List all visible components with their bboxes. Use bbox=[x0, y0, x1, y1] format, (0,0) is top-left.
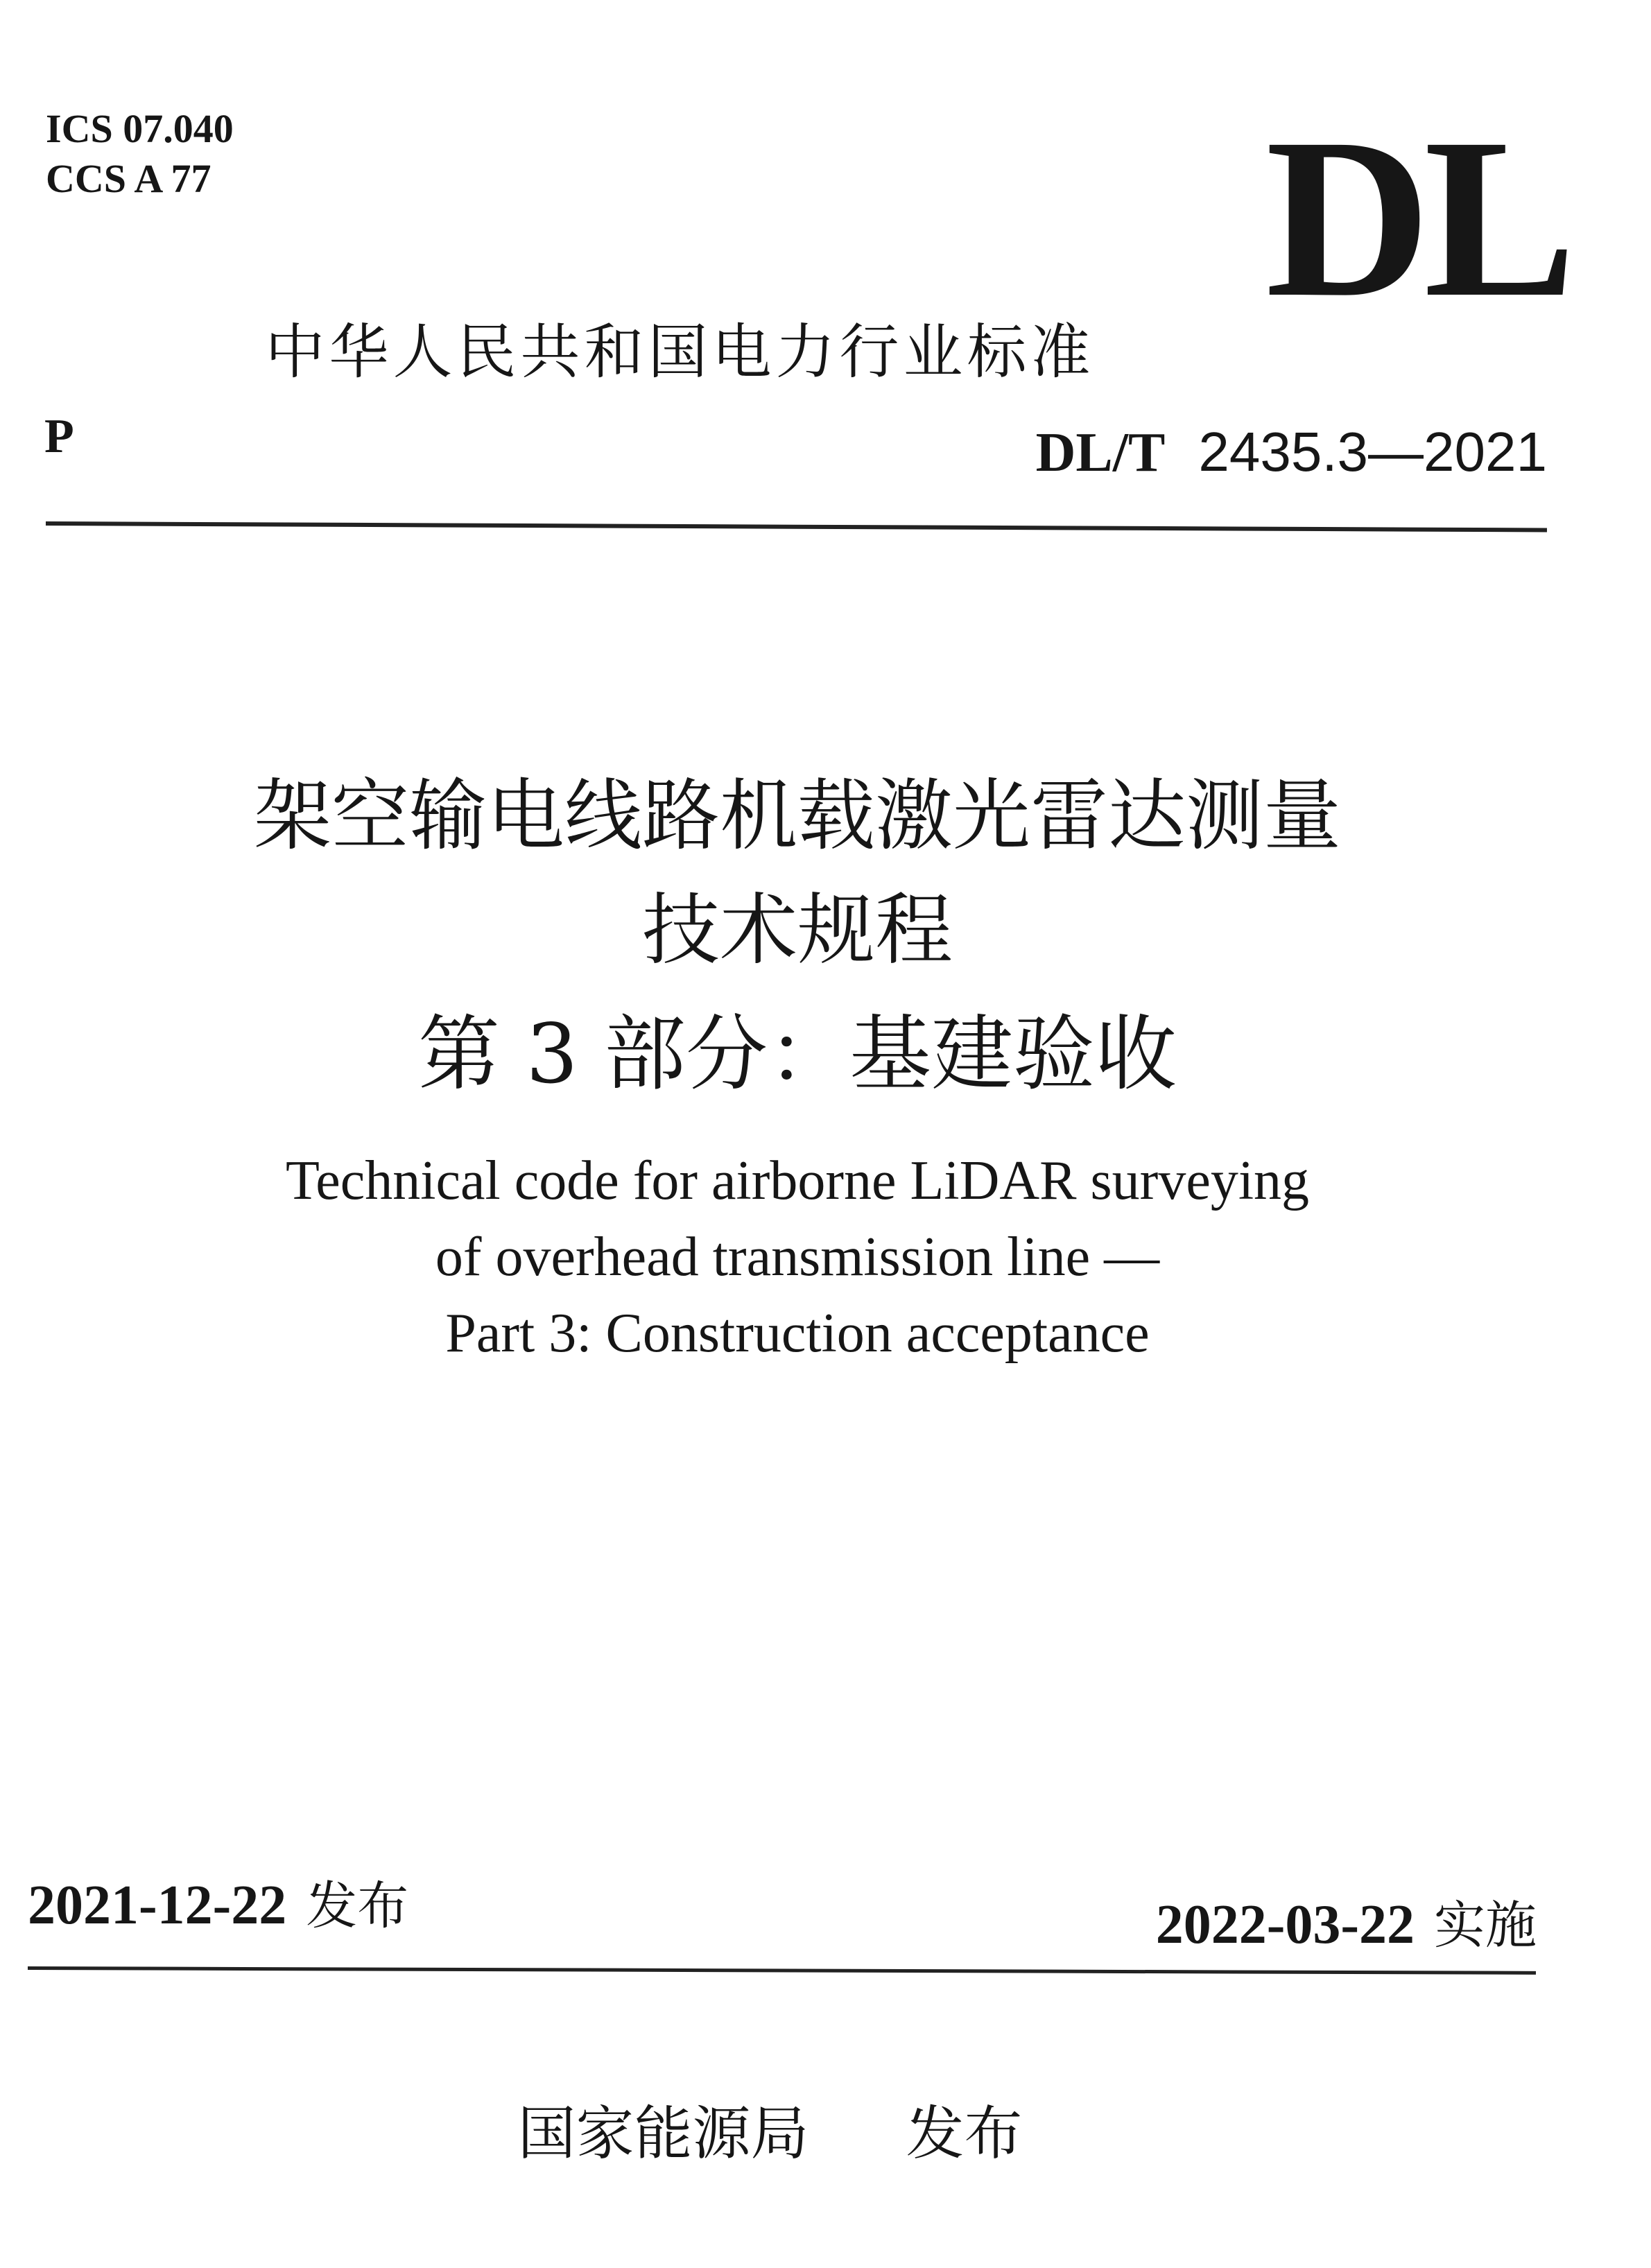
ics-code: ICS 07.040 bbox=[46, 106, 234, 151]
title-cn-line1: 架空输电线路机载激光雷达测量 bbox=[254, 771, 1341, 861]
implement-date: 2022-03-22 bbox=[1155, 1894, 1415, 1955]
issuer-name: 国家能源局 bbox=[517, 2100, 809, 2167]
title-cn-line3: 第 3 部分：基建验收 bbox=[417, 1006, 1177, 1102]
category-code: P bbox=[44, 410, 74, 463]
classification-codes bbox=[46, 104, 234, 204]
footer-divider bbox=[28, 1966, 1536, 1975]
implement-info bbox=[1156, 1885, 1537, 1958]
standard-number-value: 2435.3—2021 bbox=[1198, 421, 1547, 483]
dl-logo: DL bbox=[1265, 92, 1570, 345]
implement-label: 实施 bbox=[1434, 1896, 1537, 1955]
organization-title: 中华人民共和国电力行业标准 bbox=[265, 318, 1095, 387]
standard-prefix: DL/T bbox=[1035, 422, 1166, 483]
header-divider bbox=[46, 521, 1547, 532]
ccs-code: CCS A 77 bbox=[46, 156, 211, 201]
title-en-line3: Part 3: Construction acceptance bbox=[445, 1303, 1150, 1364]
title-cn-line2: 技术规程 bbox=[642, 885, 953, 976]
publish-date: 2021-12-22 bbox=[28, 1875, 287, 1936]
standard-number bbox=[1036, 420, 1547, 485]
title-en-line1: Technical code for airborne LiDAR surveying bbox=[285, 1150, 1310, 1211]
publish-info bbox=[28, 1865, 408, 1939]
title-en-line2: of overhead transmission line — bbox=[435, 1227, 1160, 1288]
publish-label: 发布 bbox=[306, 1876, 409, 1936]
issuer-label: 发布 bbox=[906, 2100, 1023, 2167]
issuer-line bbox=[0, 2087, 1651, 2171]
